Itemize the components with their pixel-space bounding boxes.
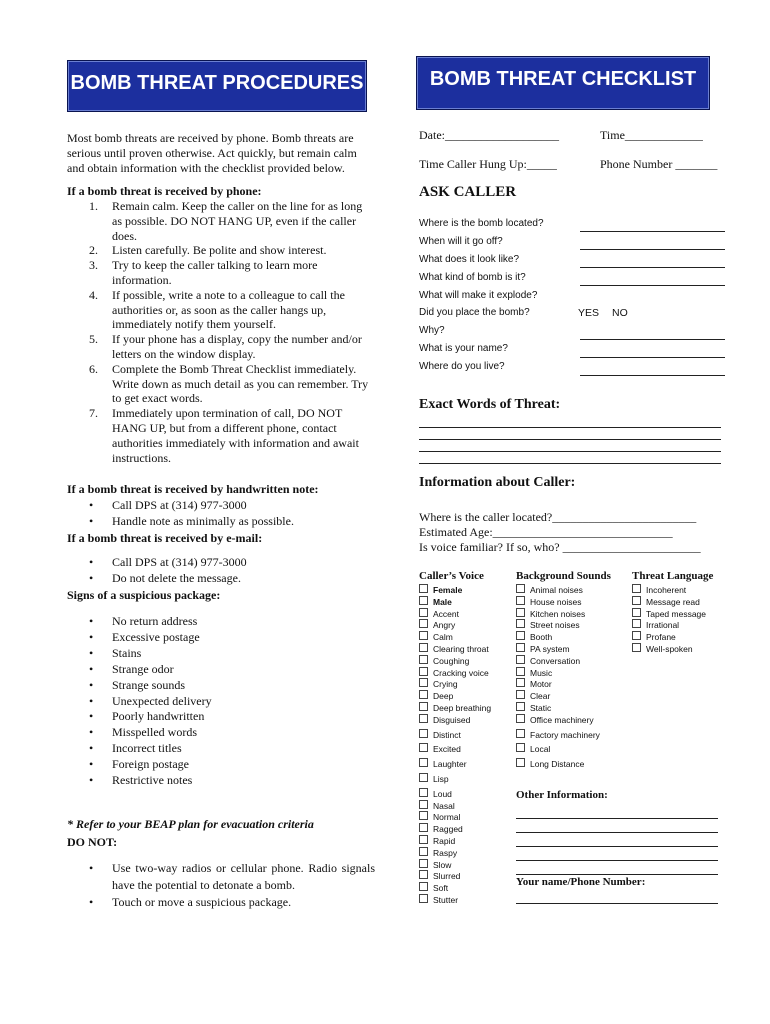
list-item: • Call DPS at (314) 977-3000 <box>89 555 247 569</box>
phone-step: 2. Listen carefully. Be polite and show interest. <box>89 243 327 258</box>
writing-line[interactable] <box>516 805 718 819</box>
checkbox-item[interactable]: Animal noises <box>516 584 631 596</box>
list-item: • Strange odor <box>89 661 174 676</box>
answer-line[interactable] <box>580 274 725 286</box>
checkbox-item[interactable]: House noises <box>516 596 631 608</box>
checkbox-item[interactable]: Ragged <box>419 823 514 835</box>
checkbox-item[interactable]: Deep breathing <box>419 702 514 714</box>
threat-heading: Threat Language <box>632 570 714 582</box>
checkbox-icon[interactable] <box>419 667 428 676</box>
checkbox-item[interactable]: Rapid <box>419 835 514 847</box>
date-field[interactable]: Date:___________________ <box>419 128 559 142</box>
your-name-line[interactable] <box>516 891 718 904</box>
checkbox-icon[interactable] <box>419 714 428 723</box>
checkbox-icon[interactable] <box>419 788 428 797</box>
checklist-banner <box>416 56 710 110</box>
writing-line[interactable] <box>419 452 721 464</box>
writing-line[interactable] <box>419 416 721 428</box>
list-item: • Do not delete the message. <box>89 571 241 585</box>
checkbox-item[interactable]: Crying <box>419 678 514 690</box>
list-item: • Excessive postage <box>89 629 200 644</box>
checkbox-icon[interactable] <box>516 690 525 699</box>
exact-words-lines[interactable] <box>419 416 721 464</box>
checkbox-icon[interactable] <box>632 631 641 640</box>
question: Where is the bomb located? <box>419 218 544 229</box>
checkbox-item[interactable]: Female <box>419 584 514 596</box>
phone-heading: If a bomb threat is received by phone: <box>67 184 262 198</box>
checkbox-icon[interactable] <box>419 835 428 844</box>
list-item: • Misspelled words <box>89 725 197 740</box>
checkbox-item[interactable]: Long Distance <box>516 758 631 770</box>
checkbox-item[interactable]: Coughing <box>419 655 514 667</box>
phone-number-field[interactable]: Phone Number _______ <box>600 157 718 171</box>
question: What will make it explode? <box>419 289 538 301</box>
phone-step: 3. Try to keep the caller talking to learn more information. <box>89 258 318 287</box>
ask-caller-heading: ASK CALLER <box>419 184 517 200</box>
question: What kind of bomb is it? <box>419 271 526 283</box>
voice-heading: Caller’s Voice <box>419 570 484 582</box>
checkbox-icon[interactable] <box>419 678 428 687</box>
your-name-heading: Your name/Phone Number: <box>516 876 646 888</box>
phone-step: 7. Immediately upon termination of call, DO NOT HANG UP, but from a different phone, contact authorities immediately with information and await instructions. <box>89 406 359 465</box>
voice-checklist <box>419 584 514 906</box>
procedures-title: BOMB THREAT PROCEDURES <box>70 72 364 94</box>
checkbox-item[interactable]: Music <box>516 667 631 679</box>
list-item: • Touch or move a suspicious package. <box>89 895 292 909</box>
answer-lines-lower <box>580 328 725 376</box>
phone-steps-list <box>67 199 372 465</box>
phone-step: 6. Complete the Bomb Threat Checklist immediately. Write down as much detail as you can remember. Try to get exact words. <box>89 361 369 406</box>
checkbox-icon[interactable] <box>419 729 428 738</box>
checkbox-icon[interactable] <box>419 584 428 593</box>
checkbox-item[interactable]: Nasal <box>419 800 514 812</box>
answer-line[interactable] <box>580 328 725 340</box>
donot-list <box>67 860 375 911</box>
email-heading: If a bomb threat is received by e-mail: <box>67 531 263 545</box>
checkbox-item[interactable]: Distinct <box>419 729 514 741</box>
checkbox-item[interactable]: Static <box>516 702 631 714</box>
checkbox-icon[interactable] <box>419 608 428 617</box>
checkbox-icon[interactable] <box>419 894 428 903</box>
answer-lines <box>580 220 725 286</box>
answer-line[interactable] <box>580 364 725 376</box>
checkbox-icon[interactable] <box>632 619 641 628</box>
question: What is your name? <box>419 343 508 355</box>
checkbox-icon[interactable] <box>516 584 525 593</box>
checkbox-item[interactable]: Normal <box>419 811 514 823</box>
checkbox-icon[interactable] <box>516 596 525 605</box>
checkbox-icon[interactable] <box>419 643 428 652</box>
checkbox-item[interactable]: Clear <box>516 690 631 702</box>
checkbox-item[interactable]: Cracking voice <box>419 667 514 679</box>
intro-paragraph: Most bomb threats are received by phone. Bomb threats are serious until proven otherwise. Act quickly, but remain calm and obtain information with the checklist provided below. <box>67 131 357 175</box>
caller-info-heading: Information about Caller: <box>419 475 576 490</box>
checkbox-item[interactable]: Lisp <box>419 773 514 785</box>
list-item: • No return address <box>89 614 198 628</box>
checkbox-icon[interactable] <box>632 584 641 593</box>
checkbox-icon[interactable] <box>419 773 428 782</box>
list-item: • Stains <box>89 645 142 660</box>
checkbox-icon[interactable] <box>516 655 525 664</box>
checkbox-icon[interactable] <box>419 631 428 640</box>
checkbox-icon[interactable] <box>516 643 525 652</box>
sounds-checklist <box>516 584 631 770</box>
list-item: • Foreign postage <box>89 757 189 772</box>
estimated-age-field[interactable]: Estimated Age:______________________________ <box>419 525 673 539</box>
checkbox-item[interactable]: Booth <box>516 631 631 643</box>
checkbox-icon[interactable] <box>419 823 428 832</box>
list-item: • Poorly handwritten <box>89 709 205 724</box>
handwritten-note-heading: If a bomb threat is received by handwritten note: <box>67 482 319 496</box>
checkbox-item[interactable]: Local <box>516 743 631 755</box>
checkbox-icon[interactable] <box>419 690 428 699</box>
checkbox-item[interactable]: Deep <box>419 690 514 702</box>
question: Why? <box>419 325 445 337</box>
checkbox-icon[interactable] <box>419 758 428 767</box>
phone-step: 1. Remain calm. Keep the caller on the line for as long as possible. DO NOT HANG UP, even if the caller does. <box>89 199 363 243</box>
sounds-heading: Background Sounds <box>516 570 611 582</box>
checkbox-icon[interactable] <box>516 758 525 767</box>
checkbox-item[interactable]: Message read <box>632 596 732 608</box>
yes-option[interactable]: YES <box>578 307 600 319</box>
checkbox-item[interactable]: Taped message <box>632 608 732 620</box>
checkbox-icon[interactable] <box>419 596 428 605</box>
package-heading: Signs of a suspicious package: <box>67 588 221 602</box>
list-item: • Use two-way radios or cellular phone. Radio signals have the potential to detonate a bomb. <box>89 861 375 892</box>
list-item: • Strange sounds <box>89 677 185 692</box>
writing-line[interactable] <box>419 428 721 440</box>
package-list <box>67 614 372 789</box>
phone-step: 4. If possible, write a note to a colleague to call the authorities or, as soon as the caller hangs up, immediately notify them yourself. <box>89 287 345 332</box>
checkbox-icon[interactable] <box>516 678 525 687</box>
checkbox-item[interactable]: Street noises <box>516 619 631 631</box>
no-option[interactable]: NO <box>612 307 628 319</box>
list-item: • Restrictive notes <box>89 773 193 788</box>
checkbox-item[interactable]: Kitchen noises <box>516 608 631 620</box>
checkbox-item[interactable]: Raspy <box>419 847 514 859</box>
email-list <box>67 554 372 586</box>
question: When will it go off? <box>419 235 503 247</box>
donot-heading: DO NOT: <box>67 835 118 849</box>
other-info-heading: Other Information: <box>516 789 608 801</box>
checkbox-icon[interactable] <box>632 643 641 652</box>
checkbox-icon[interactable] <box>419 847 428 856</box>
checkbox-item[interactable]: Factory machinery <box>516 729 631 741</box>
checkbox-icon[interactable] <box>516 743 525 752</box>
list-item: • Handle note as minimally as possible. <box>89 514 294 528</box>
checkbox-item[interactable]: Office machinery <box>516 714 631 726</box>
other-info-lines[interactable] <box>516 805 718 875</box>
exact-words-heading: Exact Words of Threat: <box>419 397 561 412</box>
checkbox-item[interactable]: Disguised <box>419 714 514 726</box>
question: Where do you live? <box>419 361 505 373</box>
note-list <box>67 497 372 529</box>
beap-note: * Refer to your BEAP plan for evacuation criteria <box>67 817 314 831</box>
checkbox-item[interactable]: Slurred <box>419 870 514 882</box>
checkbox-icon[interactable] <box>632 608 641 617</box>
checkbox-item[interactable]: PA system <box>516 643 631 655</box>
checkbox-item[interactable]: Male <box>419 596 514 608</box>
checkbox-icon[interactable] <box>419 859 428 868</box>
voice-familiar-field[interactable]: Is voice familiar? If so, who? _______________________ <box>419 540 701 554</box>
checkbox-item[interactable]: Laughter <box>419 758 514 770</box>
checkbox-item[interactable]: Excited <box>419 743 514 755</box>
checkbox-icon[interactable] <box>419 882 428 891</box>
procedures-banner <box>67 60 367 112</box>
checkbox-icon[interactable] <box>516 608 525 617</box>
checkbox-icon[interactable] <box>632 596 641 605</box>
list-item: • Call DPS at (314) 977-3000 <box>89 498 247 512</box>
checkbox-icon[interactable] <box>419 619 428 628</box>
checkbox-icon[interactable] <box>516 631 525 640</box>
hung-up-field[interactable]: Time Caller Hung Up:_____ <box>419 157 557 171</box>
checkbox-item[interactable]: Conversation <box>516 655 631 667</box>
checkbox-item[interactable]: Slow <box>419 859 514 871</box>
answer-line[interactable] <box>580 238 725 250</box>
threat-checklist <box>632 584 732 655</box>
checkbox-item[interactable]: Soft <box>419 882 514 894</box>
checkbox-item[interactable]: Well-spoken <box>632 643 732 655</box>
checkbox-icon[interactable] <box>516 619 525 628</box>
answer-line[interactable] <box>580 256 725 268</box>
checkbox-icon[interactable] <box>419 870 428 879</box>
checkbox-item[interactable]: Profane <box>632 631 732 643</box>
list-item: • Unexpected delivery <box>89 693 212 708</box>
caller-location-field[interactable]: Where is the caller located?________________________ <box>419 510 697 524</box>
list-item: • Incorrect titles <box>89 741 182 756</box>
checkbox-icon[interactable] <box>419 702 428 711</box>
writing-line[interactable] <box>516 847 718 861</box>
checkbox-icon[interactable] <box>419 811 428 820</box>
checkbox-icon[interactable] <box>516 729 525 738</box>
writing-line[interactable] <box>419 440 721 452</box>
checkbox-icon[interactable] <box>419 743 428 752</box>
phone-step: 5. If your phone has a display, copy the number and/or letters on the window display. <box>89 332 362 361</box>
checkbox-item[interactable]: Accent <box>419 608 514 620</box>
answer-line[interactable] <box>580 220 725 232</box>
checkbox-item[interactable]: Stutter <box>419 894 514 906</box>
checkbox-item[interactable]: Irrational <box>632 619 732 631</box>
checkbox-icon[interactable] <box>516 714 525 723</box>
checkbox-item[interactable]: Clearing throat <box>419 643 514 655</box>
question: What does it look like? <box>419 253 520 265</box>
question: Did you place the bomb? <box>419 307 530 319</box>
checkbox-icon[interactable] <box>419 800 428 809</box>
checkbox-icon[interactable] <box>419 655 428 664</box>
checkbox-icon[interactable] <box>516 702 525 711</box>
writing-line[interactable] <box>516 833 718 847</box>
time-field[interactable]: Time_____________ <box>600 128 703 142</box>
writing-line[interactable] <box>516 819 718 833</box>
checkbox-item[interactable]: Motor <box>516 678 631 690</box>
checklist-title: BOMB THREAT CHECKLIST <box>429 68 697 90</box>
writing-line[interactable] <box>516 861 718 875</box>
checkbox-item[interactable]: Incoherent <box>632 584 732 596</box>
checkbox-item[interactable]: Loud <box>419 788 514 800</box>
checkbox-item[interactable]: Angry <box>419 619 514 631</box>
checkbox-icon[interactable] <box>516 667 525 676</box>
checkbox-item[interactable]: Calm <box>419 631 514 643</box>
answer-line[interactable] <box>580 346 725 358</box>
